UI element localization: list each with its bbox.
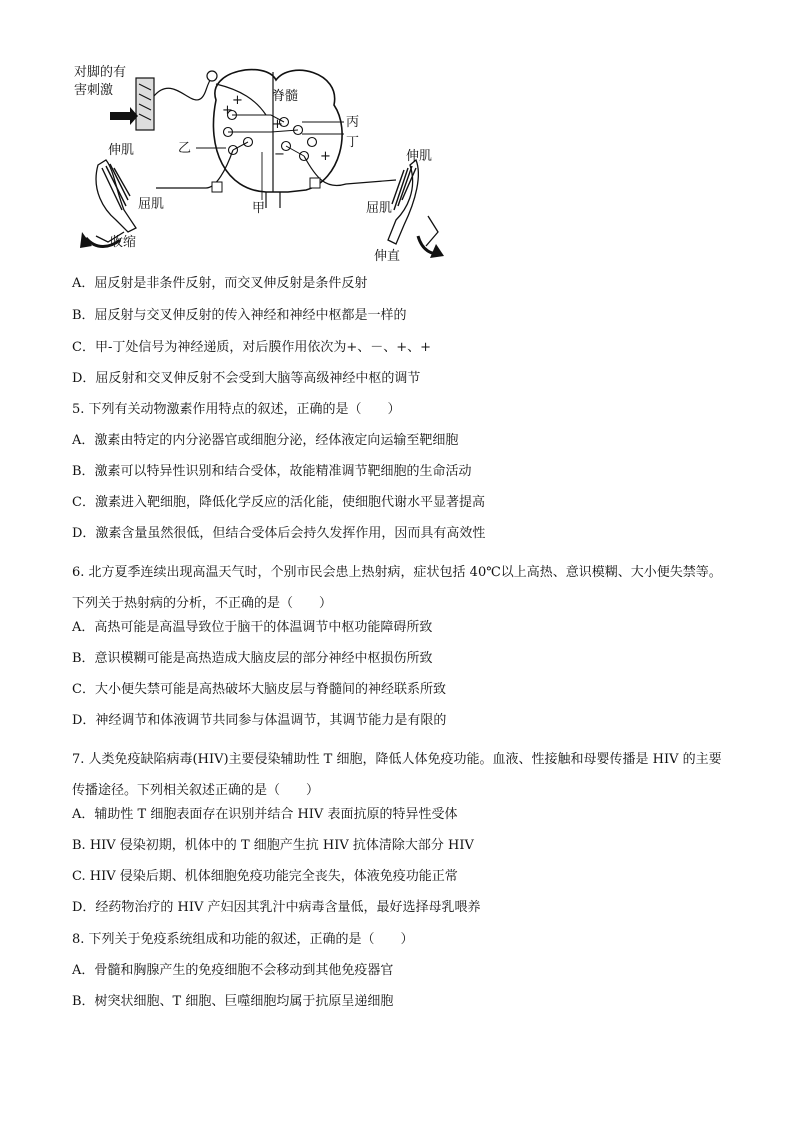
q5-option-a: A．激素由特定的内分泌器官或细胞分泌，经体液定向运输至靶细胞 (72, 433, 459, 448)
skin-receptor (136, 78, 154, 130)
label-flexor-right: 屈肌 (366, 201, 393, 216)
label-jia: 甲 (252, 201, 266, 216)
label-yi: 乙 (178, 141, 192, 156)
q6-option-b: B．意识模糊可能是高热造成大脑皮层的部分神经中枢损伤所致 (72, 651, 433, 666)
q7-option-c: C. HIV 侵染后期、机体细胞免疫功能完全丧失，体液免疫功能正常 (72, 869, 458, 884)
q4-option-d: D．屈反射和交叉伸反射不会受到大脑等高级神经中枢的调节 (72, 371, 421, 386)
reflex-arc-svg (66, 60, 446, 270)
label-stimulus-1: 对脚的有 (74, 65, 127, 80)
label-bing: 丙 (346, 115, 360, 130)
q4-option-b: B．屈反射与交叉伸反射的传入神经和神经中枢都是一样的 (72, 308, 407, 323)
q4-option-c: C．甲-丁处信号为神经递质，对后膜作用依次为+、－、+、+ (72, 340, 432, 355)
q5-option-b: B．激素可以特异性识别和结合受体，故能精准调节靶细胞的生命活动 (72, 464, 472, 479)
label-spinal-cord: 脊髓 (272, 89, 299, 104)
q8-stem: 8. 下列关于免疫系统组成和功能的叙述，正确的是（ ） (72, 932, 414, 947)
dorsal-root-ganglion (207, 71, 217, 81)
node-right (310, 178, 320, 188)
right-interneurons (280, 118, 317, 161)
label-contract: 收缩 (110, 235, 137, 250)
plus-sign-1: + (232, 93, 243, 108)
q5-stem: 5. 下列有关动物激素作用特点的叙述，正确的是（ ） (72, 402, 401, 417)
label-extend: 伸直 (374, 249, 401, 264)
minus-sign: − (274, 147, 285, 162)
afferent-nerve (154, 76, 214, 100)
q7-stem: 7. 人类免疫缺陷病毒(HIV)主要侵染辅助性 T 细胞，降低人体免疫功能。血液、性接触和母婴传播是 HIV 的主要传播途径。下列相关叙述正确的是（ ） (72, 752, 722, 798)
q6-option-c: C．大小便失禁可能是高热破坏大脑皮层与脊髓间的神经联系所致 (72, 682, 446, 697)
q5-option-d: D．激素含量虽然很低，但结合受体后会持久发挥作用，因而具有高效性 (72, 526, 486, 541)
label-stimulus-2: 害刺激 (74, 83, 114, 98)
q4-option-a: A．屈反射是非条件反射，而交叉伸反射是条件反射 (72, 276, 368, 291)
q6-option-d: D．神经调节和体液调节共同参与体温调节，其调节能力是有限的 (72, 713, 447, 728)
interneuron-links (228, 115, 304, 156)
label-extensor-left: 伸肌 (108, 143, 135, 158)
q7-option-a: A．辅助性 T 细胞表面存在识别并结合 HIV 表面抗原的特异性受体 (72, 807, 458, 822)
q8-option-a: A．骨髓和胸腺产生的免疫细胞不会移动到其他免疫器官 (72, 963, 394, 978)
label-ding: 丁 (346, 135, 360, 150)
q6-stem: 6. 北方夏季连续出现高温天气时，个别市民会患上热射病，症状包括 40℃以上高热、意识模糊、大小便失禁等。下列关于热射病的分析，不正确的是（ ） (72, 565, 722, 611)
q8-option-b: B．树突状细胞、T 细胞、巨噬细胞均属于抗原呈递细胞 (72, 994, 394, 1009)
q7-option-b: B. HIV 侵染初期，机体中的 T 细胞产生抗 HIV 抗体清除大部分 HIV (72, 838, 474, 853)
plus-sign-4: + (320, 149, 331, 164)
q6-option-a: A．高热可能是高温导致位于脑干的体温调节中枢功能障碍所致 (72, 620, 433, 635)
label-extensor-right: 伸肌 (406, 149, 433, 164)
node-left (212, 182, 222, 192)
stimulus-arrow (110, 107, 138, 125)
right-leg (388, 160, 444, 258)
label-flexor-left: 屈肌 (138, 197, 165, 212)
plus-sign-3: + (272, 117, 283, 132)
reflex-arc-diagram (66, 60, 446, 270)
q7-option-d: D．经药物治疗的 HIV 产妇因其乳汁中病毒含量低，最好选择母乳喂养 (72, 900, 481, 915)
q5-option-c: C．激素进入靶细胞，降低化学反应的活化能，使细胞代谢水平显著提高 (72, 495, 485, 510)
plus-sign-2: + (222, 103, 233, 118)
